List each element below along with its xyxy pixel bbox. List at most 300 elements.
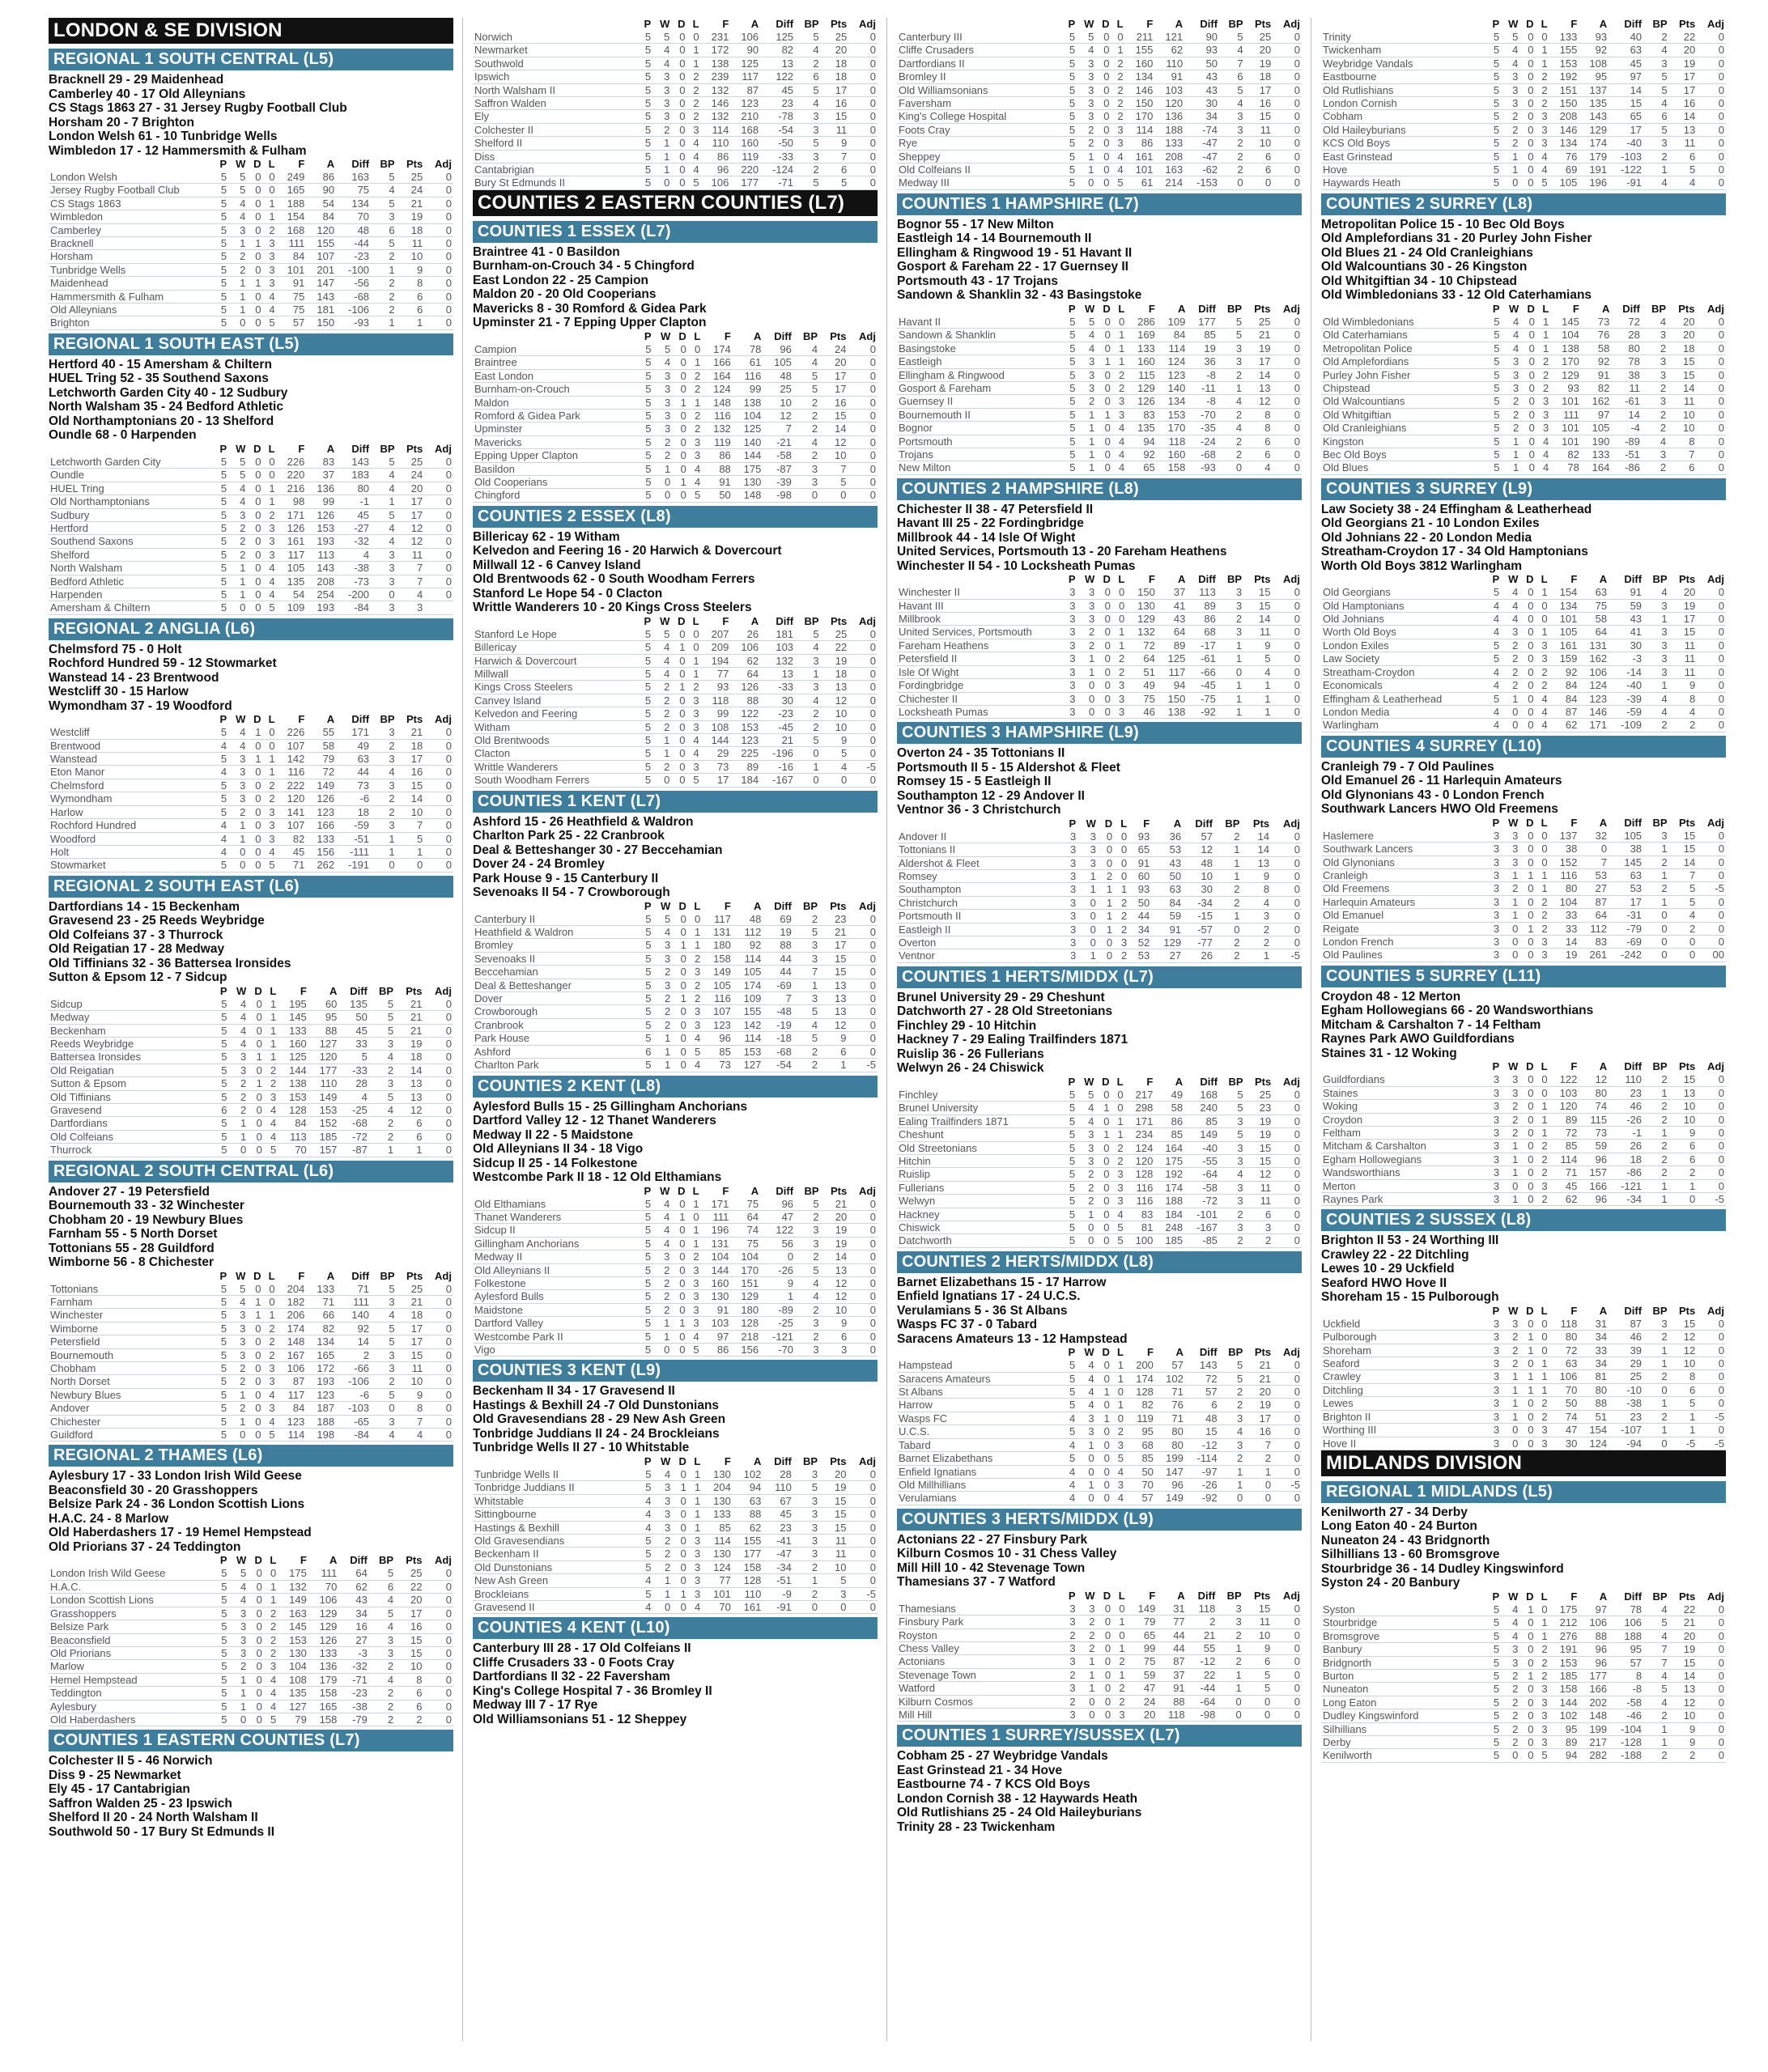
stat-cell: 6 (819, 1045, 848, 1058)
stat-cell: 1 (1214, 843, 1241, 856)
stat-cell: 96 (701, 163, 731, 176)
result-line: Eastleigh 14 - 14 Bournemouth II (897, 231, 1092, 246)
stat-cell: 4 (1218, 395, 1243, 408)
stat-cell: 83 (1126, 408, 1157, 421)
table-row (49, 845, 453, 858)
stat-cell: -3 (1609, 652, 1643, 665)
stat-cell: 0 (1273, 1102, 1302, 1115)
stat-cell: 128 (733, 1574, 763, 1587)
stat-cell: 5 (1062, 408, 1077, 421)
stat-cell: 23 (819, 913, 848, 926)
team-name: Old Glynonians (1321, 856, 1486, 868)
stat-cell: 1 (1217, 1668, 1243, 1681)
stat-cell: 158 (308, 1713, 339, 1726)
team-name: Kenilworth (1321, 1749, 1486, 1762)
team-name: Newbury Blues (49, 1388, 214, 1401)
stat-cell: 0 (793, 1600, 819, 1613)
stat-cell: 11 (1245, 123, 1273, 136)
stat-cell: 3 (1501, 83, 1519, 96)
stat-cell: 63 (1579, 586, 1609, 599)
stat-cell: 0 (248, 1700, 264, 1713)
stat-cell: 1 (1112, 626, 1126, 639)
stat-cell: 0 (671, 760, 686, 773)
stat-cell: 1 (1643, 1357, 1669, 1370)
stat-cell: -40 (1184, 1141, 1219, 1154)
stat-cell: 0 (1272, 1616, 1302, 1628)
column-header: A (753, 329, 762, 342)
stat-cell: 5 (214, 1064, 229, 1076)
stat-cell: 64 (338, 1567, 369, 1580)
stat-cell: -12 (1187, 1655, 1218, 1668)
stat-cell: 3 (1486, 843, 1501, 856)
table-header-row (473, 900, 878, 913)
stat-cell: 0 (653, 489, 673, 502)
stat-cell: -25 (338, 1103, 369, 1116)
stat-cell: 5 (214, 1348, 228, 1361)
stat-cell: 1 (1519, 922, 1535, 935)
column-header: A (326, 1269, 335, 1282)
table-row (473, 1587, 878, 1600)
result-line: Old Gravesendians 28 - 29 New Ash Green (473, 1412, 726, 1427)
team-name: Hastings & Bexhill (473, 1521, 638, 1534)
stat-cell: 144 (701, 734, 731, 747)
result-line: Old Brentwoods 62 - 0 South Woodham Ferrers (473, 572, 755, 587)
stat-cell: 148 (733, 489, 763, 502)
stat-cell: 1 (1111, 44, 1125, 57)
stat-cell: 70 (308, 1580, 339, 1593)
league-table (473, 330, 878, 503)
stat-cell: 3 (228, 753, 247, 766)
result-line: Welwyn 26 - 24 Chiswick (897, 1061, 1044, 1076)
stat-cell: 0 (424, 508, 453, 521)
results-list (897, 500, 1302, 574)
stat-cell: 3 (1486, 882, 1501, 895)
stat-cell: 10 (1669, 1709, 1698, 1722)
stat-cell: -3 (338, 1646, 369, 1659)
table-row (1321, 1397, 1726, 1410)
column-header: W (1084, 1075, 1094, 1088)
stat-cell: 1 (1219, 1478, 1245, 1491)
column-header: D (1103, 573, 1111, 586)
stat-cell: 3 (1642, 448, 1668, 461)
result-line: Camberley 40 - 17 Old Alleynians (49, 87, 246, 101)
stat-cell: 1 (1077, 665, 1097, 678)
team-name: Ditchling (1321, 1383, 1486, 1396)
stat-cell: 5 (793, 369, 819, 382)
stat-cell: 0 (263, 171, 277, 184)
stat-cell: 8 (1609, 1669, 1643, 1682)
stat-cell: 2 (1244, 1452, 1273, 1465)
column-header: D (1527, 302, 1535, 315)
stat-cell: 34 (1128, 923, 1151, 936)
stat-cell: 5 (1062, 57, 1077, 70)
stat-cell: 125 (760, 31, 795, 44)
stat-cell: 87 (1157, 1655, 1186, 1668)
stat-cell: 1 (1111, 1399, 1125, 1412)
stat-cell: 3 (263, 1362, 277, 1375)
column-header: BP (379, 984, 394, 997)
stat-cell: 5 (214, 250, 228, 263)
stat-cell: 2 (793, 1059, 819, 1072)
stat-cell: 4 (1077, 1359, 1095, 1372)
team-name: Law Society (1321, 652, 1486, 665)
result-line: Actonians 22 - 27 Finsbury Park (897, 1532, 1088, 1547)
stat-cell: 0 (1077, 910, 1098, 923)
stat-cell: 177 (733, 1548, 763, 1560)
stat-cell: 0 (848, 356, 878, 369)
league-table (49, 1270, 453, 1442)
stat-cell: 14 (1611, 408, 1642, 421)
table-header-row (473, 1455, 878, 1468)
stat-cell: 3 (229, 1051, 249, 1064)
column-header: F (1148, 573, 1155, 586)
stat-cell: 0 (1095, 1154, 1111, 1167)
team-name: Harpenden (49, 588, 214, 601)
stat-cell: 3 (1062, 586, 1077, 599)
stat-cell: 40 (1609, 31, 1643, 44)
result-line: Sevenoaks II 54 - 7 Crowborough (473, 885, 670, 900)
stat-cell: 2 (793, 1045, 819, 1058)
stat-cell: 3 (1111, 1195, 1125, 1208)
stat-cell: -48 (763, 1005, 793, 1018)
stat-cell: 1 (248, 1051, 264, 1064)
column-header: D (254, 1554, 262, 1567)
stat-cell: 180 (730, 1303, 760, 1316)
stat-cell: 0 (423, 1673, 453, 1686)
table-row (473, 641, 878, 654)
stat-cell: 0 (672, 1494, 688, 1507)
stat-cell: 0 (1098, 949, 1114, 962)
stat-cell: 19 (397, 210, 425, 223)
stat-cell: 3 (795, 1224, 821, 1237)
stat-cell: 130 (702, 1468, 733, 1481)
team-name: Camberley (49, 223, 214, 236)
stat-cell: 179 (1579, 150, 1609, 163)
table-row (1321, 31, 1726, 44)
stat-cell: 160 (701, 1276, 731, 1289)
stat-cell: 5 (1062, 1452, 1077, 1465)
stat-cell: 5 (1219, 31, 1245, 44)
stat-cell: 2 (793, 1587, 819, 1600)
table-row (1321, 1656, 1726, 1669)
stat-cell: 9 (821, 137, 849, 150)
stat-cell: 91 (1581, 368, 1612, 381)
stat-cell: 0 (247, 1402, 262, 1415)
stat-cell: 0 (1519, 83, 1535, 96)
team-name: Syston (1321, 1603, 1486, 1616)
stat-cell: 45 (336, 508, 371, 521)
stat-cell: 7 (1643, 1656, 1669, 1669)
stat-cell: 3 (1643, 665, 1669, 678)
stat-cell: 43 (338, 1594, 369, 1607)
stat-cell: 155 (733, 1005, 763, 1018)
stat-cell: 46 (1609, 1331, 1643, 1344)
table-row (49, 1567, 453, 1580)
result-line: Portsmouth II 5 - 15 Aldershot & Fleet (897, 760, 1120, 775)
stat-cell: 3 (1218, 355, 1243, 368)
table-row (1321, 705, 1726, 718)
stat-cell: 0 (671, 734, 686, 747)
table-row (49, 1130, 453, 1143)
stat-cell: 0 (1114, 830, 1128, 843)
stat-cell: 4 (1536, 150, 1549, 163)
table-row (49, 482, 453, 495)
stat-cell: 15 (1609, 97, 1643, 110)
stat-cell: 2 (1536, 679, 1549, 692)
stat-cell: -16 (760, 760, 795, 773)
stat-cell: 0 (423, 1144, 453, 1157)
stat-cell: 0 (1519, 935, 1535, 948)
result-line: Wanstead 14 - 23 Brentwood (49, 670, 219, 685)
table-row (1321, 1722, 1726, 1735)
table-header-row (473, 615, 878, 628)
stat-cell: 4 (336, 548, 371, 561)
stat-cell: -61 (1611, 395, 1642, 408)
column-header: F (1570, 1304, 1578, 1317)
stat-cell: 2 (264, 1646, 278, 1659)
stat-cell: 0 (687, 628, 701, 641)
stat-cell: 5 (795, 137, 821, 150)
stat-cell: 5 (1643, 123, 1669, 136)
stat-cell: 86 (1125, 137, 1155, 150)
stat-cell: 17 (1245, 83, 1273, 96)
stat-cell: 11 (819, 1534, 848, 1547)
stat-cell: 34 (1579, 1357, 1609, 1370)
stat-cell: 0 (1077, 936, 1098, 949)
team-name: Ely (473, 110, 638, 123)
stat-cell: 98 (277, 495, 307, 508)
stat-cell: 3 (1536, 652, 1549, 665)
team-name: Cheshunt (897, 1128, 1062, 1141)
table-row (473, 720, 878, 733)
stat-cell: 4 (1111, 1208, 1125, 1221)
stat-cell: 216 (277, 482, 307, 495)
stat-cell: 2 (263, 1348, 277, 1361)
stat-cell: 1 (671, 681, 686, 694)
stat-cell: 5 (263, 859, 277, 872)
stat-cell: 5 (228, 456, 247, 469)
column-header: W (660, 329, 671, 342)
stat-cell: 19 (1243, 342, 1272, 355)
stat-cell: 120 (1125, 1154, 1155, 1167)
stat-cell: 5 (1218, 316, 1243, 329)
stat-cell: 188 (1154, 123, 1184, 136)
stat-cell: 5 (638, 760, 652, 773)
stat-cell: 165 (277, 184, 307, 197)
stat-cell: 101 (1550, 395, 1581, 408)
stat-cell: 0 (263, 739, 277, 752)
stat-cell: 0 (672, 913, 688, 926)
stat-cell: 0 (1697, 1357, 1726, 1370)
stat-cell: 5 (1062, 1386, 1077, 1399)
column-header: L (1542, 302, 1549, 315)
stat-cell: 5 (1062, 110, 1077, 123)
stat-cell: 3 (1062, 705, 1077, 718)
table-header-row (897, 573, 1302, 586)
stat-cell: 119 (702, 435, 733, 448)
stat-cell: 108 (278, 1673, 308, 1686)
stat-cell: 1 (1218, 692, 1243, 705)
result-line: Old Northamptonians 20 - 13 Shelford (49, 414, 274, 428)
stat-cell: 0 (1272, 1668, 1302, 1681)
column-header: Pts (831, 1184, 848, 1197)
stat-cell: 2 (1536, 70, 1549, 83)
league-section (49, 45, 453, 330)
stat-cell: 0 (672, 1059, 688, 1072)
stat-cell: 3 (688, 1574, 702, 1587)
result-line: Old Blues 21 - 24 Old Cranleighians (1321, 245, 1533, 260)
column-header: A (750, 614, 759, 627)
stat-cell: 2 (1642, 381, 1668, 394)
table-row (473, 1018, 878, 1031)
stat-cell: 3 (263, 535, 277, 548)
stat-cell: 88 (763, 939, 793, 952)
stat-cell: 5 (638, 734, 652, 747)
stat-cell: 17 (1669, 83, 1698, 96)
column-header: P (219, 984, 227, 997)
table-row (1321, 176, 1726, 189)
team-name: Hemel Hempstead (49, 1673, 214, 1686)
table-row (1321, 83, 1726, 96)
stat-cell: -73 (336, 575, 371, 588)
stat-cell: 0 (848, 1494, 878, 1507)
stat-cell: 3 (229, 1633, 249, 1646)
result-line: Mitcham & Carshalton 7 - 14 Feltham (1321, 1017, 1541, 1032)
stat-cell: 15 (819, 1508, 848, 1521)
result-line: Sidcup II 25 - 14 Folkestone (473, 1156, 638, 1170)
stat-cell: -34 (763, 1560, 793, 1573)
stat-cell: 10 (1668, 422, 1696, 435)
stat-cell: 1 (1501, 1383, 1519, 1396)
league-table (1321, 18, 1726, 190)
stat-cell: 2 (687, 83, 701, 96)
stat-cell: 0 (248, 1580, 264, 1593)
stat-cell: 124 (1125, 1141, 1155, 1154)
column-header: BP (380, 442, 395, 455)
stat-cell: 93 (1128, 883, 1151, 896)
column-header: A (1599, 573, 1608, 586)
stat-cell: 5 (371, 1388, 397, 1401)
stat-cell: 2 (264, 1633, 278, 1646)
stat-cell: 14 (395, 1064, 423, 1076)
column-header: F (1570, 816, 1578, 829)
team-name: Hackney (897, 1208, 1062, 1221)
stat-cell: 0 (1519, 57, 1535, 70)
stat-cell: 6 (1185, 1399, 1219, 1412)
stat-cell: 2 (1062, 1695, 1077, 1708)
stat-cell: 0 (1697, 44, 1726, 57)
stat-cell: 0 (1271, 830, 1302, 843)
stat-cell: -5 (1273, 1478, 1302, 1491)
stat-cell: 1 (1112, 1616, 1127, 1628)
stat-cell: 3 (263, 548, 277, 561)
stat-cell: 8 (1669, 1370, 1698, 1383)
stat-cell: 2 (1501, 1126, 1519, 1139)
stat-cell: 142 (277, 753, 307, 766)
column-header: A (1175, 1346, 1184, 1359)
stat-cell: 0 (1519, 1192, 1535, 1205)
stat-cell: 1 (1095, 1102, 1111, 1115)
stat-cell: 286 (1126, 316, 1157, 329)
stat-cell: 0 (1243, 1708, 1273, 1721)
stat-cell: 3 (1501, 843, 1519, 856)
stat-cell: 5 (1486, 422, 1502, 435)
stat-cell: 1 (1669, 1424, 1698, 1437)
table-row (1321, 1669, 1726, 1682)
stat-cell: 107 (277, 819, 307, 832)
stat-cell: 2 (1077, 1616, 1097, 1628)
team-name: Eastbourne (1321, 70, 1486, 83)
team-column-header (473, 330, 638, 343)
stat-cell: 0 (653, 1600, 673, 1613)
stat-cell: 143 (306, 562, 336, 575)
stat-cell: 5 (263, 601, 277, 614)
stat-cell: 2 (1111, 97, 1125, 110)
stat-cell: -71 (338, 1673, 369, 1686)
stat-cell: 4 (397, 1429, 425, 1441)
stat-cell: 5 (214, 210, 228, 223)
stat-cell: 282 (1579, 1749, 1609, 1762)
stat-cell: 3 (1219, 1115, 1245, 1127)
stat-cell: 159 (1549, 652, 1579, 665)
column-header: A (753, 1454, 762, 1467)
table-header-row (49, 713, 453, 726)
stat-cell: 9 (1669, 1126, 1698, 1139)
stat-cell: 18 (336, 805, 371, 818)
stat-cell: 149 (1184, 1128, 1219, 1141)
result-line: Raynes Park AWO Guildfordians (1321, 1032, 1515, 1047)
team-name: Brockleians (473, 1587, 638, 1600)
column-header: A (326, 442, 335, 455)
result-line: Staines 31 - 12 Woking (1321, 1046, 1457, 1060)
stat-cell: 201 (306, 263, 336, 276)
stat-cell: 0 (848, 952, 878, 965)
team-name: Wimbledon (49, 210, 214, 223)
table-row (473, 1343, 878, 1356)
table-row (49, 726, 453, 739)
stat-cell: 0 (1519, 1318, 1535, 1331)
stat-cell: 0 (1096, 1425, 1111, 1438)
stat-cell: 50 (1184, 57, 1219, 70)
table-header-row (49, 443, 453, 456)
league-title: REGIONAL 2 SOUTH CENTRAL (L6) (49, 1161, 453, 1182)
table-row (473, 449, 878, 462)
team-column-header (897, 573, 1062, 586)
stat-cell: 1 (1077, 408, 1097, 421)
stat-cell: 15 (819, 409, 848, 422)
stat-cell: 5 (214, 753, 228, 766)
stat-cell: 3 (371, 1362, 397, 1375)
stat-cell: 3 (1536, 1722, 1549, 1735)
team-name: Maidstone (473, 1303, 638, 1316)
stat-cell: 0 (423, 1646, 453, 1659)
stat-cell: 174 (1579, 137, 1609, 150)
stat-cell: 5 (1486, 368, 1502, 381)
stat-cell: 2 (653, 1018, 673, 1031)
stat-cell: 6 (1245, 1208, 1273, 1221)
team-name: HUEL Tring (49, 482, 214, 495)
stat-cell: 3 (793, 939, 819, 952)
stat-cell: 177 (308, 1064, 339, 1076)
league-title: COUNTIES 2 ESSEX (L8) (473, 506, 878, 528)
column-header: Diff (350, 1554, 368, 1567)
stat-cell: 100 (1125, 1234, 1155, 1247)
stat-cell: 4 (369, 1673, 395, 1686)
column-header: Pts (1679, 816, 1696, 829)
table-row (897, 949, 1302, 962)
stat-cell: 2 (653, 1534, 673, 1547)
stat-cell: 208 (1549, 110, 1579, 123)
